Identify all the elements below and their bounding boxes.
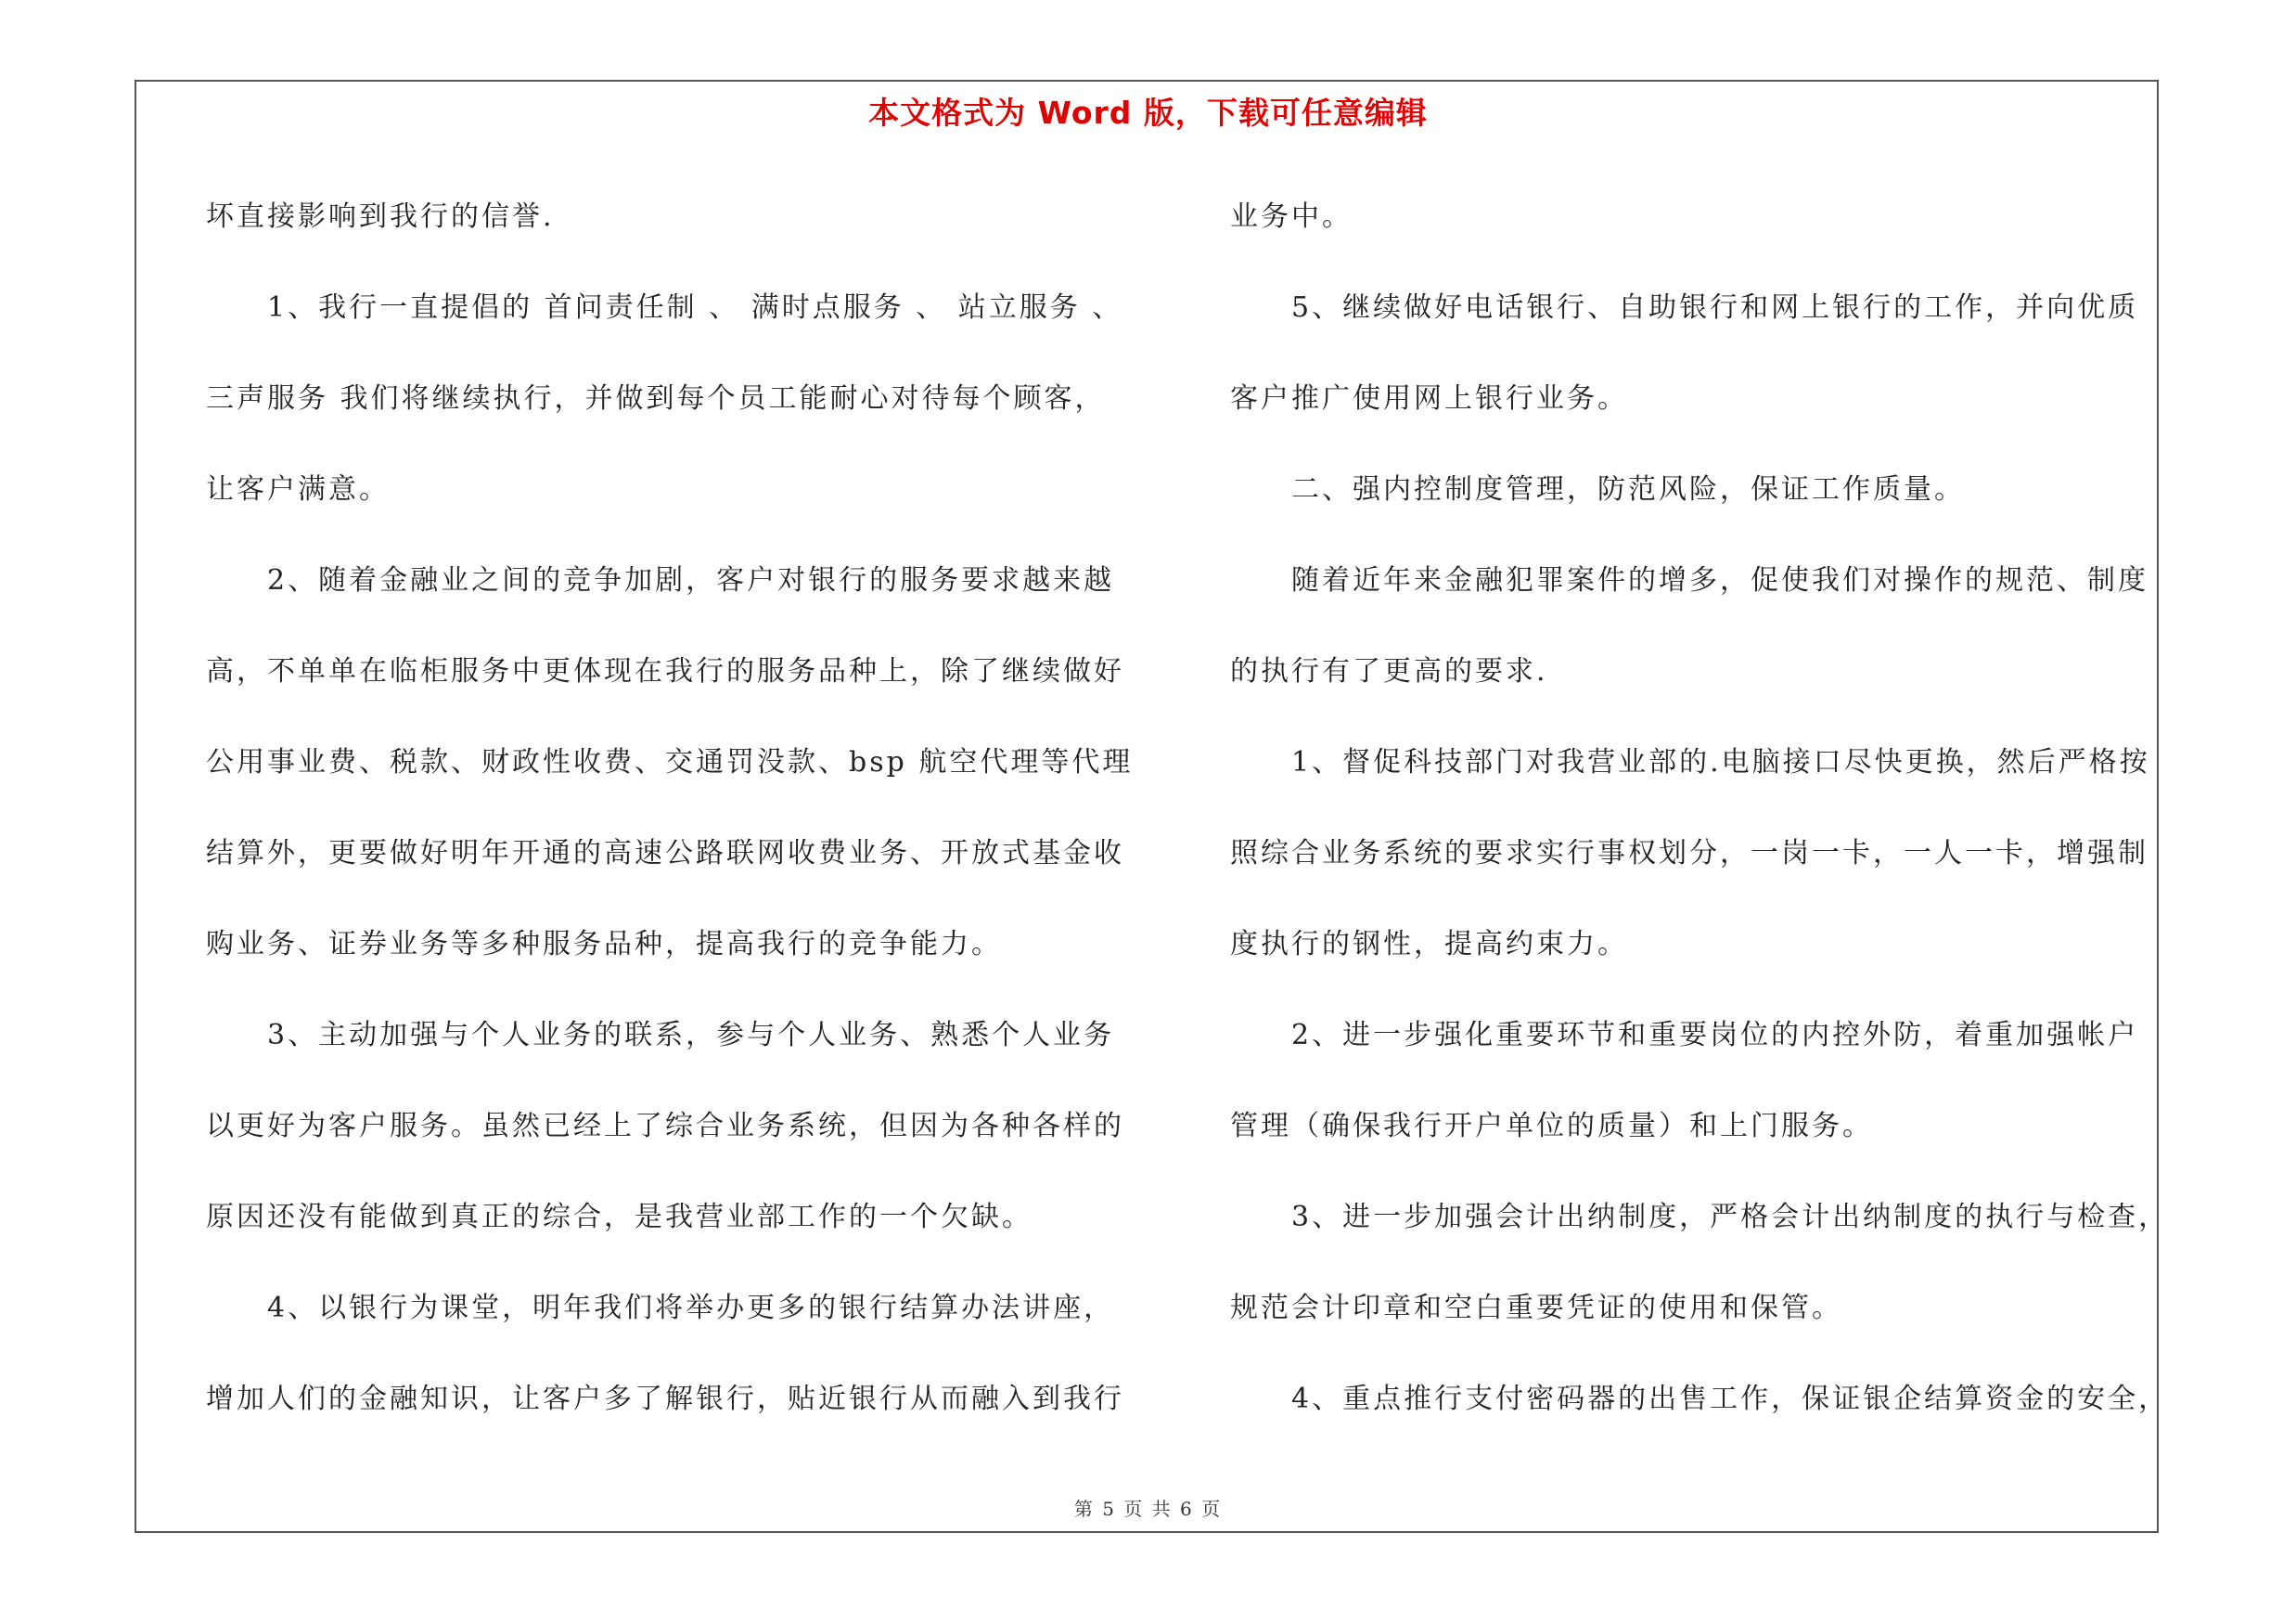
text-line: 规范会计印章和空白重要凭证的使用和保管。 xyxy=(1230,1292,1842,1324)
text-line: 管理（确保我行开户单位的质量）和上门服务。 xyxy=(1230,1110,1873,1142)
text-line: 2、进一步强化重要环节和重要岗位的内控外防，着重加强帐户 xyxy=(1230,1019,2139,1051)
text-line: 增加人们的金融知识，让客户多了解银行，贴近银行从而融入到我行 xyxy=(206,1383,1124,1415)
page-number: 第 5 页 共 6 页 xyxy=(1073,1498,1223,1520)
text-line: 让客户满意。 xyxy=(206,473,390,506)
text-line: 以更好为客户服务。虽然已经上了综合业务系统，但因为各种各样的 xyxy=(206,1110,1124,1142)
text-line: 购业务、证券业务等多种服务品种，提高我行的竞争能力。 xyxy=(206,928,1002,960)
text-line: 4、重点推行支付密码器的出售工作，保证银企结算资金的安全， xyxy=(1230,1383,2170,1415)
text-line: 1、督促科技部门对我营业部的.电脑接口尽快更换，然后严格按 xyxy=(1230,746,2150,779)
text-line: 客户推广使用网上银行业务。 xyxy=(1230,382,1628,415)
text-line: 3、主动加强与个人业务的联系，参与个人业务、熟悉个人业务 xyxy=(206,1019,1115,1051)
text-line: 坏直接影响到我行的信誉. xyxy=(206,200,555,233)
text-line: 高，不单单在临柜服务中更体现在我行的服务品种上，除了继续做好 xyxy=(206,655,1124,688)
text-line: 结算外，更要做好明年开通的高速公路联网收费业务、开放式基金收 xyxy=(206,837,1124,869)
text-line: 4、以银行为课堂，明年我们将举办更多的银行结算办法讲座， xyxy=(206,1292,1115,1324)
text-line: 5、继续做好电话银行、自助银行和网上银行的工作，并向优质 xyxy=(1230,291,2139,324)
right-column xyxy=(1230,172,2169,1445)
text-line: 原因还没有能做到真正的综合，是我营业部工作的一个欠缺。 xyxy=(206,1201,1033,1233)
text-line: 业务中。 xyxy=(1230,200,1353,233)
text-line: 公用事业费、税款、财政性收费、交通罚没款、bsp 航空代理等代理 xyxy=(206,746,1134,779)
text-line: 度执行的钢性，提高约束力。 xyxy=(1230,928,1628,960)
text-line: 照综合业务系统的要求实行事权划分，一岗一卡，一人一卡，增强制 xyxy=(1230,837,2148,869)
text-line: 三声服务 我们将继续执行，并做到每个员工能耐心对待每个顾客， xyxy=(206,382,1106,415)
text-line: 的执行有了更高的要求. xyxy=(1230,655,1548,688)
text-line: 随着近年来金融犯罪案件的增多，促使我们对操作的规范、制度 xyxy=(1230,564,2148,597)
text-line: 3、进一步加强会计出纳制度，严格会计出纳制度的执行与检查， xyxy=(1230,1201,2170,1233)
format-banner: 本文格式为 Word 版，下载可任意编辑 xyxy=(868,95,1428,131)
text-line: 二、强内控制度管理，防范风险，保证工作质量。 xyxy=(1230,473,1965,506)
text-line: 2、随着金融业之间的竞争加剧，客户对银行的服务要求越来越 xyxy=(206,564,1115,597)
text-line: 1、我行一直提倡的 首问责任制 、 满时点服务 、 站立服务 、 xyxy=(206,291,1123,324)
left-column xyxy=(206,172,1143,1445)
